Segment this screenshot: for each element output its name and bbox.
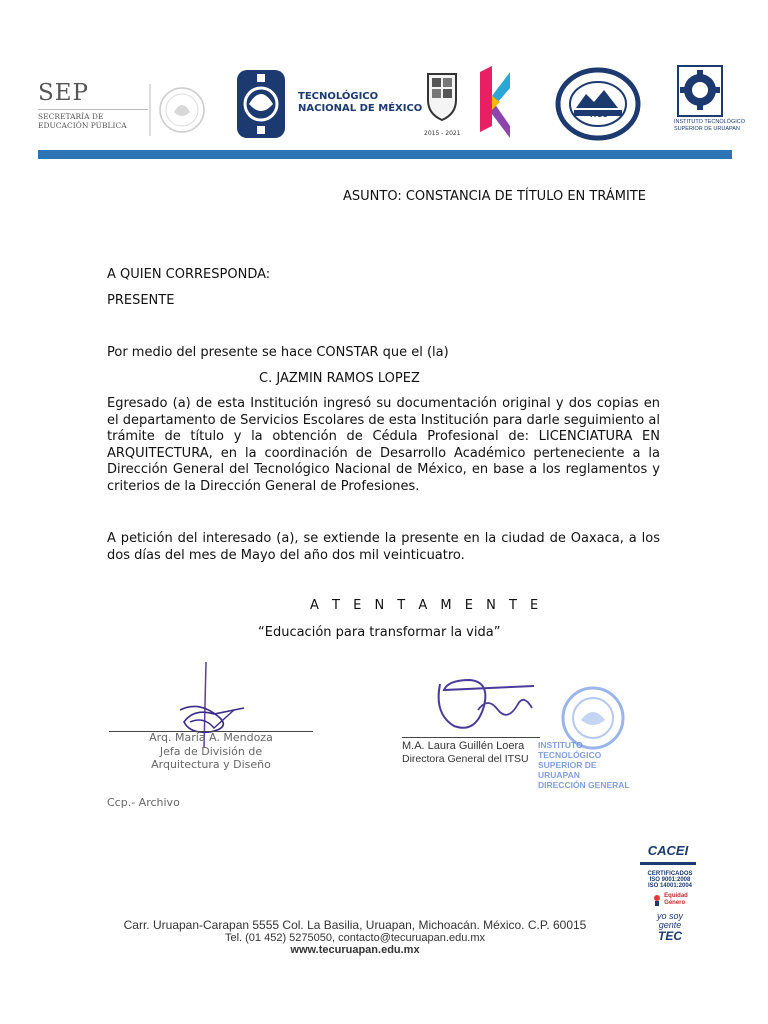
iso-14001: ISO 14001:2004	[647, 883, 693, 889]
tecnm-name: TECNOLÓGICO NACIONAL DE MÉXICO	[298, 91, 423, 114]
itsu-seal-icon	[554, 66, 642, 142]
footer-website: www.tecuruapan.edu.mx	[290, 944, 420, 956]
letter-subject: ASUNTO: CONSTANCIA DE TÍTULO EN TRÁMITE	[343, 189, 646, 204]
right-handwritten-signature	[428, 670, 548, 736]
sep-logo	[38, 80, 148, 140]
body-paragraph: Egresado (a) de esta Institución ingresó su documentación original y dos copias en el departamento de Servicios Escolares de esta Institución para darle seguimiento al trámite de título y la obtención de Cédula Profesional de: LICENCIATURA EN ARQUITECTURA, en la coordinación de Desarrollo Académico perteneciente a la Dirección General del Tecnológico Nacional de México, en base a los reglamentos y criterios de la Dirección General de Profesiones.	[107, 396, 660, 494]
sep-title: SEP	[38, 80, 90, 106]
tec-uruapan-name: INSTITUTO TECNOLÓGICO SUPERIOR DE URUAPAN	[674, 119, 745, 132]
michoacan-years: 2015 - 2021	[424, 130, 461, 137]
left-signatory-role-1: Jefa de División de	[159, 744, 263, 758]
tecnm-emblem-icon	[235, 68, 287, 140]
sep-subtitle-line1: SECRETARÍA DE	[38, 112, 104, 121]
petition-paragraph: A petición del interesado (a), se extiende la presente en la ciudad de Oaxaca, a los dos días del mes de Mayo del año dos mil veinticuatro.	[107, 531, 660, 563]
intro-line: Por medio del presente se hace CONSTAR que el (la)	[107, 345, 449, 360]
right-signature-line	[402, 737, 540, 738]
left-signatory-role-2: Arquitectura y Diseño	[151, 758, 271, 771]
iso-9001: ISO 9001:2008	[649, 877, 691, 883]
footer	[120, 918, 590, 956]
closing-atentamente: A T E N T A M E N T E	[310, 598, 543, 613]
presente-line: PRESENTE	[107, 293, 175, 308]
tec-uruapan-gear-icon	[676, 64, 724, 118]
ccp-archivo: Ccp.- Archivo	[107, 796, 180, 809]
institution-motto: “Educación para transformar la vida”	[258, 625, 501, 640]
equidad-icon	[652, 894, 662, 906]
graduate-name: C. JAZMIN RAMOS LOPEZ	[259, 371, 420, 386]
right-signatory-name: M.A. Laura Guillén Loera	[402, 740, 525, 752]
left-signatory	[109, 731, 313, 772]
salutation: A QUIEN CORRESPONDA:	[107, 267, 271, 282]
cert-title: CERTIFICADOS	[647, 871, 693, 877]
itsu-seal-label: ITSU	[590, 111, 609, 119]
footer-address: Carr. Uruapan-Carapan 5555 Col. La Basilia, Uruapan, Michoacán. México. C.P. 60015	[123, 918, 587, 932]
right-signatory-role: Directora General del ITSU	[402, 753, 529, 765]
mexico-coat-of-arms-icon	[148, 82, 208, 138]
sep-subtitle-line2: EDUCACIÓN PÚBLICA	[38, 121, 127, 130]
left-signatory-name: Arq. María A. Mendoza	[149, 731, 273, 744]
certification-badges	[640, 840, 700, 942]
footer-contact: Tel. (01 452) 5275050, contacto@tecuruapan.edu.mx	[224, 932, 486, 944]
header-blue-bar	[38, 150, 732, 159]
michoacan-k-logo-icon	[478, 66, 514, 140]
equidad-badge: Equidad Género	[640, 893, 700, 907]
official-stamp-text: INSTITUTO TECNOLÓGICO SUPERIOR DE URUAPAN DIRECCIÓN GENERAL	[538, 740, 630, 790]
michoacan-shield-icon	[424, 68, 460, 130]
cacei-badge: CACEI	[640, 840, 696, 865]
gente-tec-badge: yo soy gente TEC	[656, 911, 683, 943]
